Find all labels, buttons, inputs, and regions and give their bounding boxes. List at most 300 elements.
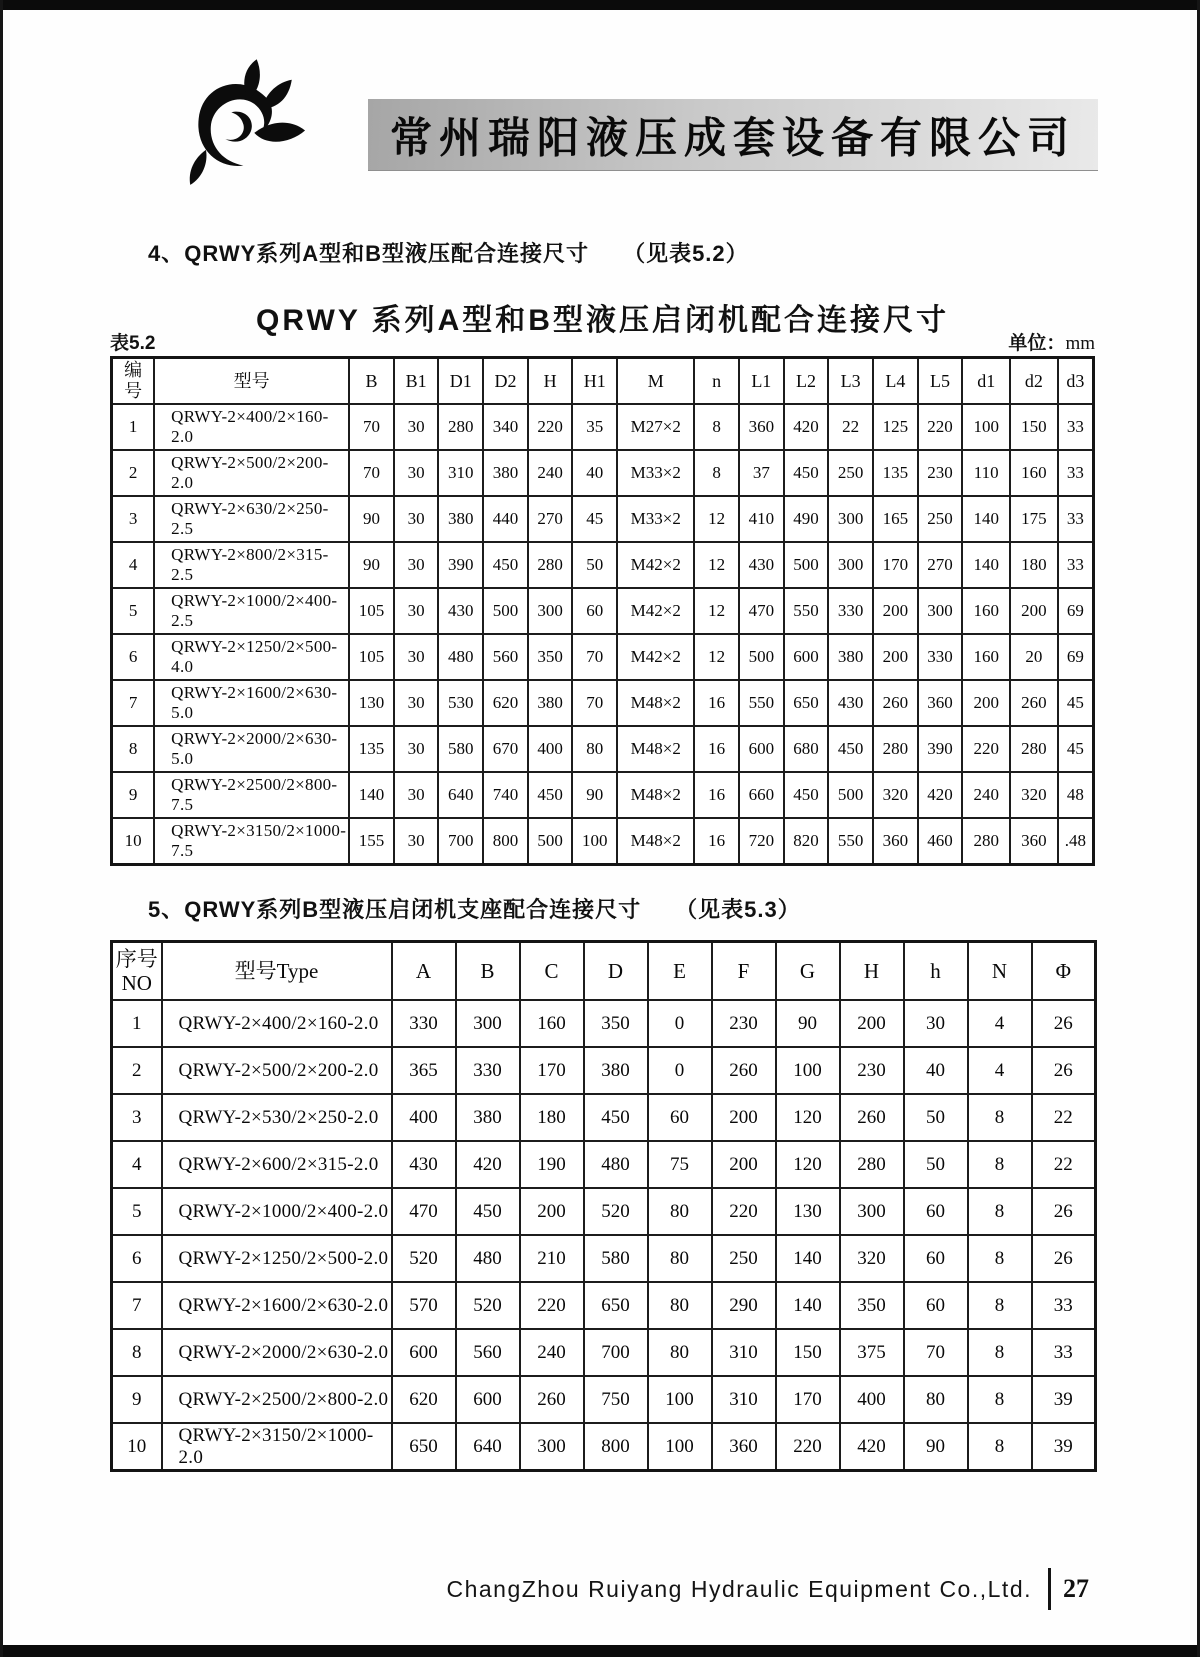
- data-cell: 16: [694, 680, 739, 726]
- data-cell: 80: [904, 1376, 968, 1423]
- data-cell: 350: [840, 1282, 904, 1329]
- data-cell: 500: [784, 542, 829, 588]
- table1-wrapper: [110, 356, 1095, 866]
- data-cell: 35: [572, 404, 617, 450]
- data-cell: 140: [962, 542, 1010, 588]
- data-cell: 820: [784, 818, 829, 865]
- column-header: 型号: [154, 358, 349, 405]
- data-cell: 180: [520, 1094, 584, 1141]
- data-cell: 490: [784, 496, 829, 542]
- table1-label: 表5.2: [110, 333, 156, 354]
- data-cell: 360: [873, 818, 918, 865]
- company-name: 常州瑞阳液压成套设备有限公司: [389, 115, 1076, 163]
- data-cell: 220: [918, 404, 963, 450]
- table-row: [112, 404, 1094, 450]
- data-cell: 26: [1032, 1235, 1096, 1282]
- data-cell: 100: [648, 1376, 712, 1423]
- data-cell: 520: [456, 1282, 520, 1329]
- data-cell: 450: [584, 1094, 648, 1141]
- data-cell: 60: [904, 1282, 968, 1329]
- data-cell: 37: [739, 450, 784, 496]
- data-cell: 400: [528, 726, 573, 772]
- data-cell: 660: [739, 772, 784, 818]
- table-row: [112, 1047, 1096, 1094]
- data-cell: 430: [438, 588, 483, 634]
- data-cell: 450: [456, 1188, 520, 1235]
- data-cell: 20: [1010, 634, 1058, 680]
- data-cell: 160: [962, 634, 1010, 680]
- table-row: [112, 1094, 1096, 1141]
- model-cell: QRWY-2×1250/2×500-4.0: [154, 634, 349, 680]
- column-header: H: [528, 358, 573, 405]
- data-cell: 1: [112, 1000, 162, 1047]
- data-cell: 280: [1010, 726, 1058, 772]
- data-cell: 650: [784, 680, 829, 726]
- data-cell: 260: [873, 680, 918, 726]
- column-header: 型号Type: [162, 942, 392, 1001]
- data-cell: 160: [1010, 450, 1058, 496]
- column-header: H1: [572, 358, 617, 405]
- data-cell: 600: [784, 634, 829, 680]
- data-cell: 7: [112, 1282, 162, 1329]
- section4-table-ref: （见表5.2）: [623, 241, 749, 266]
- data-cell: 30: [394, 726, 439, 772]
- data-cell: 80: [648, 1282, 712, 1329]
- data-cell: 100: [776, 1047, 840, 1094]
- column-header: L2: [784, 358, 829, 405]
- company-banner: [368, 99, 1098, 170]
- data-cell: 310: [438, 450, 483, 496]
- data-cell: 8: [968, 1376, 1032, 1423]
- data-cell: 30: [394, 818, 439, 865]
- data-cell: 8: [968, 1188, 1032, 1235]
- data-cell: 470: [392, 1188, 456, 1235]
- data-cell: 80: [648, 1329, 712, 1376]
- data-cell: 130: [776, 1188, 840, 1235]
- data-cell: 60: [648, 1094, 712, 1141]
- data-cell: M48×2: [617, 680, 694, 726]
- data-cell: 26: [1032, 1000, 1096, 1047]
- data-cell: 200: [1010, 588, 1058, 634]
- data-cell: 390: [438, 542, 483, 588]
- data-cell: 9: [112, 772, 155, 818]
- table-row: [112, 1000, 1096, 1047]
- data-cell: 8: [112, 1329, 162, 1376]
- data-cell: 150: [776, 1329, 840, 1376]
- data-cell: 390: [918, 726, 963, 772]
- data-cell: 270: [918, 542, 963, 588]
- data-cell: 80: [648, 1235, 712, 1282]
- data-cell: 580: [438, 726, 483, 772]
- column-header: B1: [394, 358, 439, 405]
- data-cell: 200: [873, 588, 918, 634]
- data-cell: 12: [694, 588, 739, 634]
- data-cell: 16: [694, 818, 739, 865]
- data-cell: 8: [112, 726, 155, 772]
- data-cell: 50: [904, 1141, 968, 1188]
- data-cell: 135: [873, 450, 918, 496]
- data-cell: M42×2: [617, 542, 694, 588]
- data-cell: 270: [528, 496, 573, 542]
- model-cell: QRWY-2×400/2×160-2.0: [154, 404, 349, 450]
- data-cell: 30: [394, 450, 439, 496]
- dimensions-table-5-2: [110, 356, 1095, 866]
- data-cell: 360: [712, 1423, 776, 1471]
- data-cell: 150: [1010, 404, 1058, 450]
- data-cell: 500: [528, 818, 573, 865]
- data-cell: 3: [112, 496, 155, 542]
- data-cell: 30: [394, 772, 439, 818]
- header-row: [112, 942, 1096, 1001]
- data-cell: 5: [112, 588, 155, 634]
- data-cell: 8: [968, 1423, 1032, 1471]
- header-row: [112, 358, 1094, 405]
- footer-divider: [1048, 1568, 1051, 1610]
- data-cell: 33: [1032, 1329, 1096, 1376]
- section5-heading: [148, 893, 801, 924]
- data-cell: 240: [528, 450, 573, 496]
- data-cell: 620: [483, 680, 528, 726]
- data-cell: 420: [918, 772, 963, 818]
- data-cell: 620: [392, 1376, 456, 1423]
- data-cell: 69: [1058, 634, 1094, 680]
- data-cell: .48: [1058, 818, 1094, 865]
- table-row: [112, 1235, 1096, 1282]
- data-cell: 800: [483, 818, 528, 865]
- section4-heading: [148, 237, 749, 268]
- data-cell: 480: [438, 634, 483, 680]
- data-cell: 170: [873, 542, 918, 588]
- data-cell: 45: [572, 496, 617, 542]
- data-cell: 50: [572, 542, 617, 588]
- data-cell: 60: [904, 1188, 968, 1235]
- data-cell: 30: [394, 404, 439, 450]
- data-cell: 1: [112, 404, 155, 450]
- data-cell: 520: [392, 1235, 456, 1282]
- model-cell: QRWY-2×500/2×200-2.0: [154, 450, 349, 496]
- table2-wrapper: [110, 940, 1095, 1472]
- data-cell: 400: [392, 1094, 456, 1141]
- data-cell: 7: [112, 680, 155, 726]
- data-cell: 90: [572, 772, 617, 818]
- table-row: [112, 634, 1094, 680]
- data-cell: 16: [694, 772, 739, 818]
- data-cell: 550: [739, 680, 784, 726]
- data-cell: 220: [528, 404, 573, 450]
- table-row: [112, 1188, 1096, 1235]
- data-cell: 430: [392, 1141, 456, 1188]
- table1-caption-row: [110, 331, 1095, 355]
- data-cell: 0: [648, 1000, 712, 1047]
- data-cell: 380: [584, 1047, 648, 1094]
- data-cell: 8: [968, 1235, 1032, 1282]
- data-cell: 10: [112, 1423, 162, 1471]
- data-cell: 600: [739, 726, 784, 772]
- column-header: L1: [739, 358, 784, 405]
- column-header: D1: [438, 358, 483, 405]
- data-cell: 0: [648, 1047, 712, 1094]
- data-cell: 500: [828, 772, 873, 818]
- data-cell: 170: [776, 1376, 840, 1423]
- column-header: 编 号: [112, 358, 155, 405]
- data-cell: 39: [1032, 1423, 1096, 1471]
- data-cell: 450: [483, 542, 528, 588]
- data-cell: 550: [784, 588, 829, 634]
- data-cell: 650: [392, 1423, 456, 1471]
- data-cell: 240: [962, 772, 1010, 818]
- data-cell: 120: [776, 1094, 840, 1141]
- data-cell: 70: [349, 404, 394, 450]
- data-cell: 210: [520, 1235, 584, 1282]
- model-cell: QRWY-2×600/2×315-2.0: [162, 1141, 392, 1188]
- data-cell: 105: [349, 634, 394, 680]
- data-cell: 75: [648, 1141, 712, 1188]
- data-cell: 380: [456, 1094, 520, 1141]
- data-cell: 530: [438, 680, 483, 726]
- table-row: [112, 588, 1094, 634]
- data-cell: 380: [483, 450, 528, 496]
- data-cell: 280: [528, 542, 573, 588]
- data-cell: 8: [968, 1329, 1032, 1376]
- model-cell: QRWY-2×2500/2×800-7.5: [154, 772, 349, 818]
- data-cell: 100: [962, 404, 1010, 450]
- table-row: [112, 496, 1094, 542]
- data-cell: 460: [918, 818, 963, 865]
- data-cell: 720: [739, 818, 784, 865]
- data-cell: 230: [712, 1000, 776, 1047]
- column-header: D2: [483, 358, 528, 405]
- data-cell: 380: [528, 680, 573, 726]
- data-cell: 12: [694, 634, 739, 680]
- data-cell: 480: [456, 1235, 520, 1282]
- data-cell: 740: [483, 772, 528, 818]
- data-cell: 200: [873, 634, 918, 680]
- data-cell: 30: [394, 634, 439, 680]
- data-cell: 100: [572, 818, 617, 865]
- data-cell: 380: [438, 496, 483, 542]
- data-cell: 6: [112, 1235, 162, 1282]
- data-cell: M42×2: [617, 634, 694, 680]
- data-cell: 30: [394, 588, 439, 634]
- data-cell: 310: [712, 1329, 776, 1376]
- data-cell: 90: [776, 1000, 840, 1047]
- page-number: 27: [1063, 1574, 1089, 1603]
- model-cell: QRWY-2×3150/2×1000-7.5: [154, 818, 349, 865]
- data-cell: 8: [968, 1141, 1032, 1188]
- data-cell: 450: [828, 726, 873, 772]
- data-cell: 200: [962, 680, 1010, 726]
- data-cell: 560: [456, 1329, 520, 1376]
- data-cell: 450: [784, 450, 829, 496]
- model-cell: QRWY-2×1600/2×630-2.0: [162, 1282, 392, 1329]
- data-cell: 360: [918, 680, 963, 726]
- column-header: B: [349, 358, 394, 405]
- table-row: [112, 1329, 1096, 1376]
- data-cell: 250: [828, 450, 873, 496]
- model-cell: QRWY-2×2500/2×800-2.0: [162, 1376, 392, 1423]
- data-cell: 700: [438, 818, 483, 865]
- data-cell: 800: [584, 1423, 648, 1471]
- data-cell: 450: [784, 772, 829, 818]
- column-header: D: [584, 942, 648, 1001]
- data-cell: 170: [520, 1047, 584, 1094]
- data-cell: 6: [112, 634, 155, 680]
- data-cell: 280: [873, 726, 918, 772]
- data-cell: 8: [694, 404, 739, 450]
- data-cell: 300: [828, 542, 873, 588]
- data-cell: 12: [694, 496, 739, 542]
- data-cell: 640: [456, 1423, 520, 1471]
- data-cell: 140: [776, 1235, 840, 1282]
- data-cell: 250: [712, 1235, 776, 1282]
- column-header: Φ: [1032, 942, 1096, 1001]
- data-cell: 260: [1010, 680, 1058, 726]
- data-cell: 260: [520, 1376, 584, 1423]
- table-row: [112, 1282, 1096, 1329]
- column-header: M: [617, 358, 694, 405]
- unit-label: [1008, 328, 1095, 355]
- column-header: L5: [918, 358, 963, 405]
- model-cell: QRWY-2×3150/2×1000-2.0: [162, 1423, 392, 1471]
- column-header: H: [840, 942, 904, 1001]
- data-cell: 300: [828, 496, 873, 542]
- data-cell: 16: [694, 726, 739, 772]
- data-cell: 650: [584, 1282, 648, 1329]
- data-cell: 310: [712, 1376, 776, 1423]
- column-header: h: [904, 942, 968, 1001]
- data-cell: 280: [962, 818, 1010, 865]
- data-cell: 70: [572, 634, 617, 680]
- data-cell: 300: [520, 1423, 584, 1471]
- data-cell: 280: [840, 1141, 904, 1188]
- top-black-bar: [3, 0, 1197, 10]
- data-cell: 140: [349, 772, 394, 818]
- data-cell: 200: [520, 1188, 584, 1235]
- data-cell: 135: [349, 726, 394, 772]
- data-cell: 450: [528, 772, 573, 818]
- data-cell: 600: [392, 1329, 456, 1376]
- data-cell: 4: [112, 1141, 162, 1188]
- data-cell: 430: [739, 542, 784, 588]
- data-cell: 420: [784, 404, 829, 450]
- data-cell: 70: [349, 450, 394, 496]
- data-cell: 430: [828, 680, 873, 726]
- data-cell: 360: [739, 404, 784, 450]
- data-cell: 80: [648, 1188, 712, 1235]
- data-cell: 26: [1032, 1188, 1096, 1235]
- data-cell: 33: [1058, 450, 1094, 496]
- data-cell: 200: [712, 1141, 776, 1188]
- data-cell: 410: [739, 496, 784, 542]
- unit-value: mm: [1065, 333, 1095, 354]
- footer-company-name: ChangZhou Ruiyang Hydraulic Equipment Co.,Ltd.: [446, 1575, 1032, 1602]
- data-cell: 125: [873, 404, 918, 450]
- data-cell: 260: [840, 1094, 904, 1141]
- model-cell: QRWY-2×500/2×200-2.0: [162, 1047, 392, 1094]
- data-cell: 2: [112, 1047, 162, 1094]
- data-cell: 160: [962, 588, 1010, 634]
- data-cell: 380: [828, 634, 873, 680]
- data-cell: 520: [584, 1188, 648, 1235]
- data-cell: 330: [392, 1000, 456, 1047]
- column-header: d3: [1058, 358, 1094, 405]
- data-cell: 375: [840, 1329, 904, 1376]
- table-row: [112, 450, 1094, 496]
- data-cell: 12: [694, 542, 739, 588]
- data-cell: 40: [904, 1047, 968, 1094]
- column-header: C: [520, 942, 584, 1001]
- data-cell: 140: [962, 496, 1010, 542]
- data-cell: 320: [840, 1235, 904, 1282]
- data-cell: 30: [394, 542, 439, 588]
- data-cell: 340: [483, 404, 528, 450]
- data-cell: 165: [873, 496, 918, 542]
- data-cell: 48: [1058, 772, 1094, 818]
- bottom-black-bar: [3, 1645, 1197, 1657]
- model-cell: QRWY-2×1000/2×400-2.0: [162, 1188, 392, 1235]
- data-cell: 60: [572, 588, 617, 634]
- table-row: [112, 1376, 1096, 1423]
- table-row: [112, 1141, 1096, 1188]
- data-cell: 40: [572, 450, 617, 496]
- table-row: [112, 772, 1094, 818]
- data-cell: 33: [1058, 542, 1094, 588]
- data-cell: 290: [712, 1282, 776, 1329]
- data-cell: 140: [776, 1282, 840, 1329]
- column-header: A: [392, 942, 456, 1001]
- data-cell: 70: [904, 1329, 968, 1376]
- data-cell: 3: [112, 1094, 162, 1141]
- data-cell: 700: [584, 1329, 648, 1376]
- column-header: d2: [1010, 358, 1058, 405]
- data-cell: 300: [918, 588, 963, 634]
- data-cell: M33×2: [617, 450, 694, 496]
- model-cell: QRWY-2×630/2×250-2.5: [154, 496, 349, 542]
- data-cell: 45: [1058, 726, 1094, 772]
- data-cell: 750: [584, 1376, 648, 1423]
- model-cell: QRWY-2×1600/2×630-5.0: [154, 680, 349, 726]
- column-header: G: [776, 942, 840, 1001]
- column-header: n: [694, 358, 739, 405]
- data-cell: 440: [483, 496, 528, 542]
- data-cell: 240: [520, 1329, 584, 1376]
- column-header: F: [712, 942, 776, 1001]
- table-row: [112, 542, 1094, 588]
- dimensions-table-5-3: [110, 940, 1097, 1472]
- data-cell: M48×2: [617, 818, 694, 865]
- data-cell: M42×2: [617, 588, 694, 634]
- data-cell: 365: [392, 1047, 456, 1094]
- column-header: 序号 NO: [112, 942, 162, 1001]
- data-cell: 570: [392, 1282, 456, 1329]
- table-row: [112, 680, 1094, 726]
- data-cell: 8: [968, 1094, 1032, 1141]
- data-cell: 26: [1032, 1047, 1096, 1094]
- column-header: B: [456, 942, 520, 1001]
- data-cell: M33×2: [617, 496, 694, 542]
- data-cell: 640: [438, 772, 483, 818]
- data-cell: 4: [112, 542, 155, 588]
- data-cell: 500: [483, 588, 528, 634]
- data-cell: 33: [1058, 496, 1094, 542]
- table-row: [112, 818, 1094, 865]
- section5-table-ref: （见表5.3）: [675, 897, 801, 922]
- data-cell: 200: [712, 1094, 776, 1141]
- data-cell: 260: [712, 1047, 776, 1094]
- data-cell: 230: [840, 1047, 904, 1094]
- data-cell: 680: [784, 726, 829, 772]
- data-cell: 300: [456, 1000, 520, 1047]
